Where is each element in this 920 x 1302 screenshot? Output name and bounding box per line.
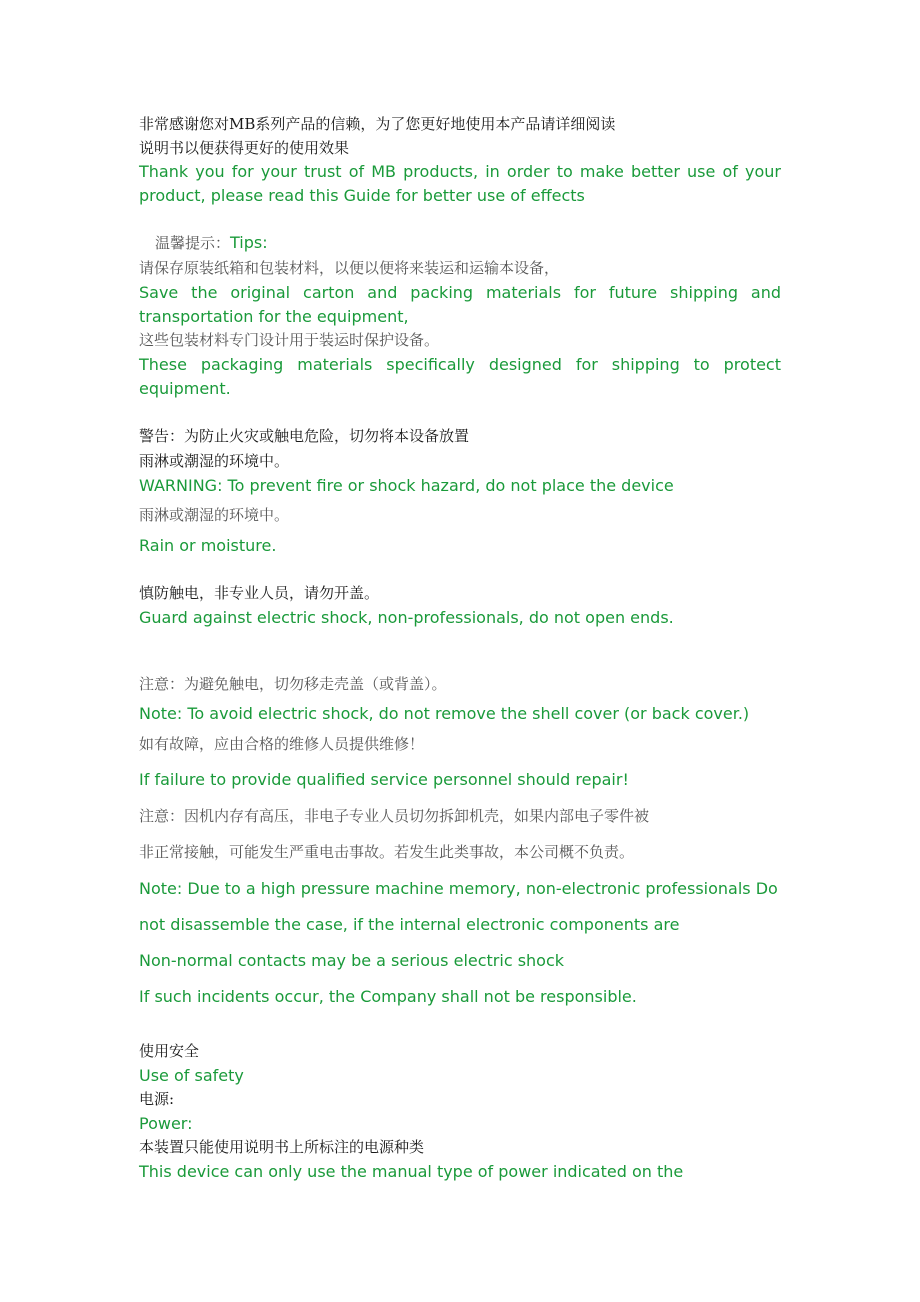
warning-cn-line3: 雨淋或潮湿的环境中。	[139, 506, 290, 524]
tips-en-save-line2: transportation for the equipment,	[139, 307, 409, 326]
note1-en-repair: If failure to provide qualified service personnel should repair!	[139, 770, 629, 789]
note2-en-line4: If such incidents occur, the Company shall not be responsible.	[139, 987, 637, 1006]
intro-cn-line2: 说明书以便获得更好的使用效果	[139, 139, 350, 157]
safety-cn-title: 使用安全	[139, 1042, 200, 1060]
note2-en-line3: Non-normal contacts may be a serious electric shock	[139, 951, 565, 970]
guard-cn: 慎防触电，非专业人员，请勿开盖。	[139, 584, 380, 602]
warning-cn-line1: 警告：为防止火灾或触电危险，切勿将本设备放置	[139, 427, 470, 445]
tips-label-en: Tips:	[230, 233, 268, 252]
power-en-label: Power:	[139, 1114, 193, 1133]
tips-en-packaging-line1: These packaging materials specifically designed for shipping to protect	[139, 355, 781, 374]
tips-cn-save: 请保存原装纸箱和包装材料，以便以便将来装运和运输本设备，	[139, 259, 560, 277]
intro-en-line1: Thank you for your trust of MB products, in order to make better use of your	[139, 162, 781, 181]
note2-cn-line2: 非正常接触，可能发生严重电击事故。若发生此类事故，本公司概不负责。	[139, 843, 635, 861]
power-cn-label: 电源:	[139, 1090, 175, 1108]
safety-en-title: Use of safety	[139, 1066, 244, 1085]
warning-cn-line2: 雨淋或潮湿的环境中。	[139, 452, 290, 470]
note2-en-line1: Note: Due to a high pressure machine memory, non-electronic professionals Do	[139, 879, 778, 898]
power-en-desc: This device can only use the manual type of power indicated on the	[139, 1162, 684, 1181]
intro-cn-line1: 非常感谢您对MB系列产品的信赖，为了您更好地使用本产品请详细阅读	[139, 115, 616, 133]
intro-en-line2: product, please read this Guide for better use of effects	[139, 186, 585, 205]
tips-en-save-line1: Save the original carton and packing materials for future shipping and	[139, 283, 781, 302]
note1-en: Note: To avoid electric shock, do not remove the shell cover (or back cover.)	[139, 704, 750, 723]
note1-cn-repair: 如有故障，应由合格的维修人员提供维修！	[139, 735, 425, 753]
note1-cn: 注意：为避免触电，切勿移走壳盖（或背盖）。	[139, 675, 447, 693]
note2-en-line2: not disassemble the case, if the internal electronic components are	[139, 915, 680, 934]
warning-en-line2: Rain or moisture.	[139, 536, 277, 555]
note2-cn-line1: 注意：因机内存有高压，非电子专业人员切勿拆卸机壳，如果内部电子零件被	[139, 807, 650, 825]
tips-en-packaging-line2: equipment.	[139, 379, 231, 398]
power-cn-desc: 本装置只能使用说明书上所标注的电源种类	[139, 1138, 425, 1156]
tips-cn-packaging: 这些包装材料专门设计用于装运时保护设备。	[139, 331, 440, 349]
warning-en-line1: WARNING: To prevent fire or shock hazard, do not place the device	[139, 476, 674, 495]
tips-heading	[155, 233, 268, 253]
guard-en: Guard against electric shock, non-professionals, do not open ends.	[139, 608, 674, 627]
tips-label-cn: 温馨提示：	[155, 234, 231, 252]
